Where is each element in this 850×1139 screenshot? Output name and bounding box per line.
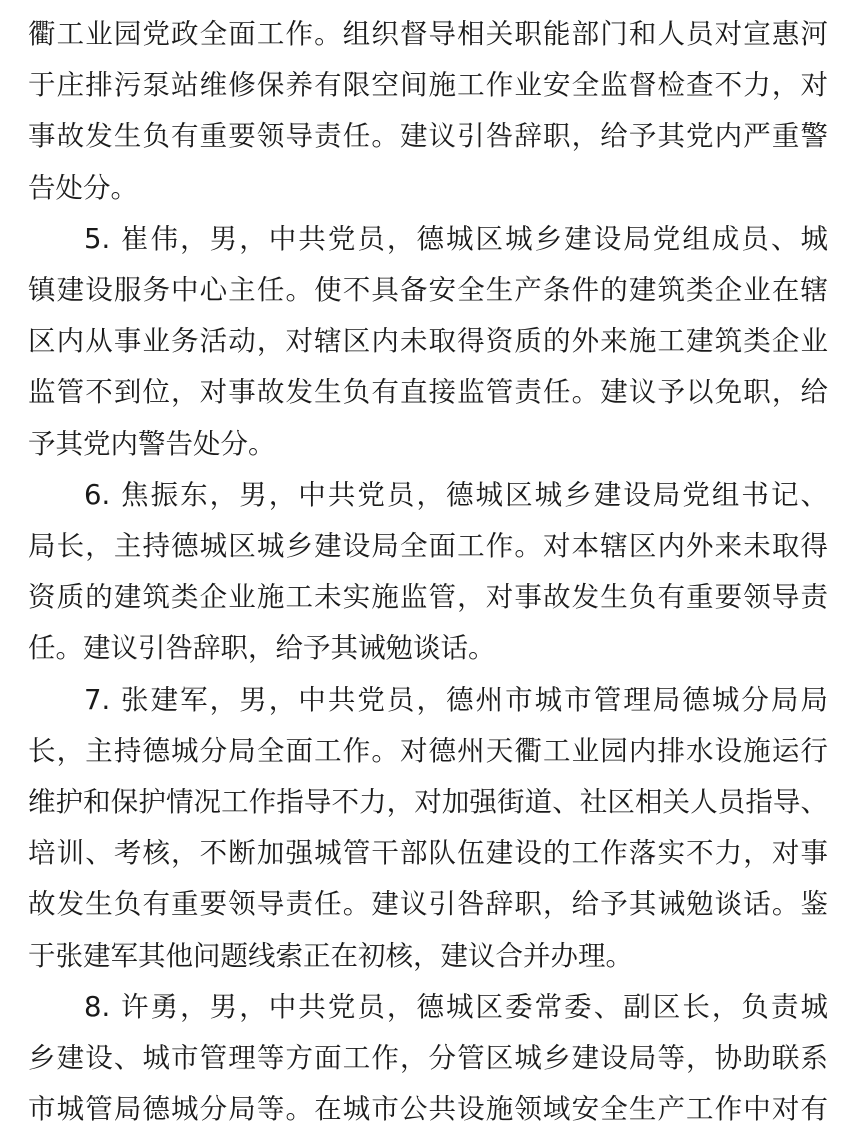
text-line: 区内从事业务活动，对辖区内未取得资质的外来施工建筑类企业 bbox=[28, 325, 828, 358]
text-line: 7. 张建军，男，中共党员，德州市城市管理局德城分局局 bbox=[84, 683, 828, 716]
text-line: 予其党内警告处分。 bbox=[28, 427, 276, 460]
text-line: 资质的建筑类企业施工未实施监管，对事故发生负有重要领导责 bbox=[28, 581, 828, 614]
text-line: 长，主持德城分局全面工作。对德州天衢工业园内排水设施运行 bbox=[28, 734, 828, 767]
text-line: 维护和保护情况工作指导不力，对加强街道、社区相关人员指导、 bbox=[28, 786, 828, 818]
text-line: 任。建议引咎辞职，给予其诫勉谈话。 bbox=[28, 632, 496, 665]
text-line: 衢工业园党政全面工作。组织督导相关职能部门和人员对宣惠河 bbox=[28, 18, 828, 50]
text-line: 监管不到位，对事故发生负有直接监管责任。建议予以免职，给 bbox=[28, 376, 828, 409]
text-line: 6. 焦振东，男，中共党员，德城区城乡建设局党组书记、 bbox=[84, 478, 828, 511]
text-line: 告处分。 bbox=[28, 171, 138, 204]
text-line: 乡建设、城市管理等方面工作，分管区城乡建设局等，协助联系 bbox=[28, 1042, 828, 1074]
text-line: 于张建军其他问题线索正在初核，建议合并办理。 bbox=[28, 939, 633, 972]
text-line: 事故发生负有重要领导责任。建议引咎辞职，给予其党内严重警 bbox=[28, 120, 828, 153]
text-line: 8. 许勇，男，中共党员，德城区委常委、副区长，负责城 bbox=[84, 990, 828, 1023]
text-line: 故发生负有重要领导责任。建议引咎辞职，给予其诫勉谈话。鉴 bbox=[28, 888, 828, 921]
text-line: 5. 崔伟，男，中共党员，德城区城乡建设局党组成员、城 bbox=[84, 222, 828, 255]
text-line: 培训、考核，不断加强城管干部队伍建设的工作落实不力，对事 bbox=[28, 837, 828, 870]
text-line: 局长，主持德城区城乡建设局全面工作。对本辖区内外来未取得 bbox=[28, 530, 828, 562]
text-line: 市城管局德城分局等。在城市公共设施领域安全生产工作中对有 bbox=[28, 1093, 828, 1126]
text-line: 镇建设服务中心主任。使不具备安全生产条件的建筑类企业在辖 bbox=[28, 274, 828, 306]
text-line: 于庄排污泵站维修保养有限空间施工作业安全监督检查不力，对 bbox=[28, 69, 828, 102]
